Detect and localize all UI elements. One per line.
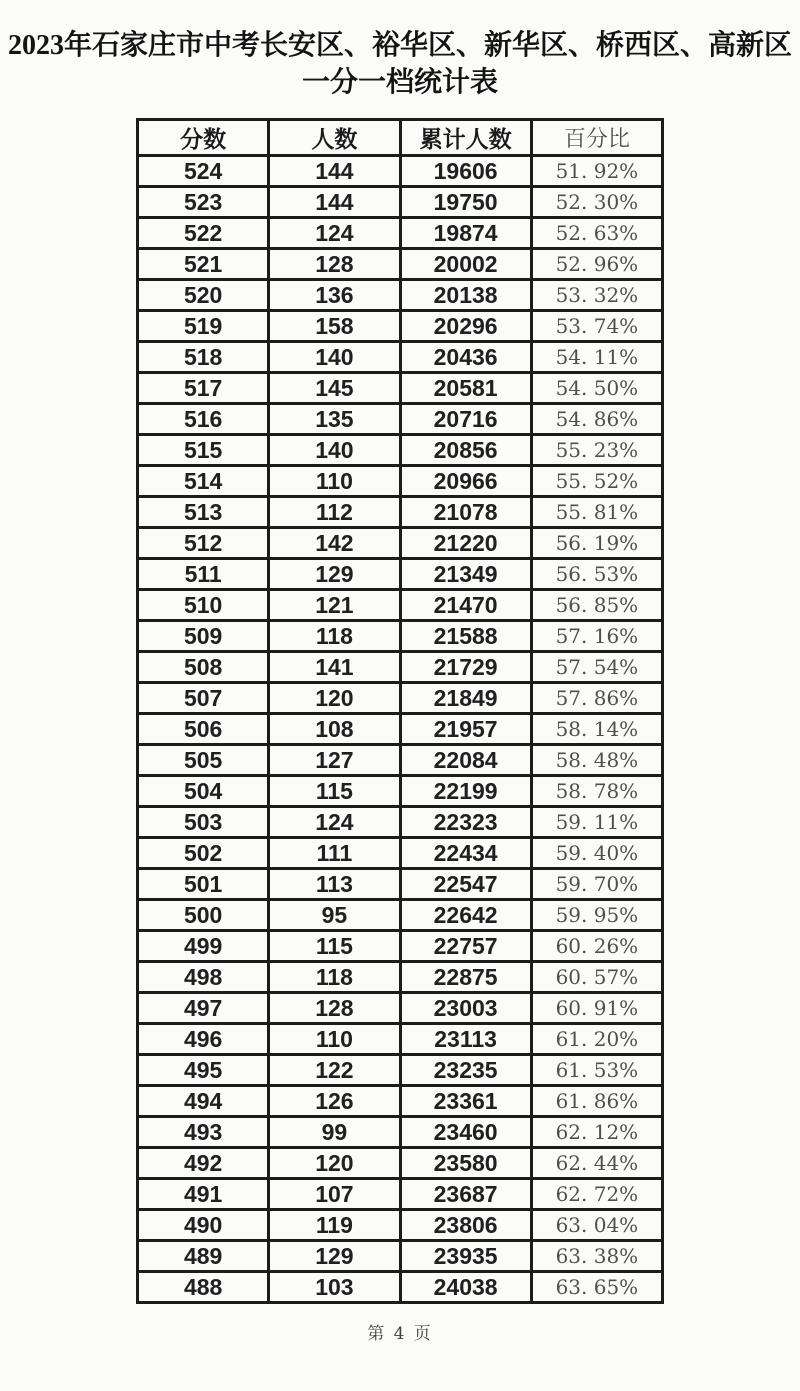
cell-count: 124 <box>269 218 400 249</box>
cell-count: 119 <box>269 1210 400 1241</box>
cell-score: 517 <box>138 373 269 404</box>
table-row <box>138 311 663 342</box>
header-percentage: 百分比 <box>531 120 662 156</box>
cell-percentage: 61. 20% <box>531 1024 662 1055</box>
cell-score: 492 <box>138 1148 269 1179</box>
cell-score: 504 <box>138 776 269 807</box>
cell-count: 115 <box>269 931 400 962</box>
cell-count: 128 <box>269 993 400 1024</box>
cell-percentage: 60. 26% <box>531 931 662 962</box>
cell-score: 500 <box>138 900 269 931</box>
cell-score: 515 <box>138 435 269 466</box>
cell-percentage: 61. 86% <box>531 1086 662 1117</box>
cell-score: 518 <box>138 342 269 373</box>
cell-percentage: 52. 63% <box>531 218 662 249</box>
cell-count: 144 <box>269 156 400 187</box>
table-header-row <box>138 120 663 156</box>
cell-cumulative-count: 21470 <box>400 590 531 621</box>
table-row <box>138 1210 663 1241</box>
cell-cumulative-count: 20138 <box>400 280 531 311</box>
table-row <box>138 249 663 280</box>
cell-cumulative-count: 23460 <box>400 1117 531 1148</box>
cell-cumulative-count: 21849 <box>400 683 531 714</box>
cell-count: 136 <box>269 280 400 311</box>
table-row <box>138 1148 663 1179</box>
cell-count: 112 <box>269 497 400 528</box>
table-row <box>138 404 663 435</box>
cell-percentage: 57. 86% <box>531 683 662 714</box>
cell-score: 493 <box>138 1117 269 1148</box>
cell-cumulative-count: 22084 <box>400 745 531 776</box>
title-line-2: 一分一档统计表 <box>301 67 498 98</box>
cell-count: 129 <box>269 559 400 590</box>
header-cumulative-count: 累计人数 <box>400 120 531 156</box>
cell-count: 158 <box>269 311 400 342</box>
cell-score: 494 <box>138 1086 269 1117</box>
cell-percentage: 56. 19% <box>531 528 662 559</box>
cell-cumulative-count: 19606 <box>400 156 531 187</box>
title-line-1: 2023年石家庄市中考长安区、裕华区、新华区、桥西区、高新区 <box>7 30 792 61</box>
cell-cumulative-count: 21729 <box>400 652 531 683</box>
cell-count: 144 <box>269 187 400 218</box>
cell-percentage: 59. 70% <box>531 869 662 900</box>
table-row <box>138 745 663 776</box>
cell-cumulative-count: 23687 <box>400 1179 531 1210</box>
cell-count: 126 <box>269 1086 400 1117</box>
cell-count: 113 <box>269 869 400 900</box>
cell-percentage: 60. 57% <box>531 962 662 993</box>
table-row <box>138 869 663 900</box>
table-row <box>138 714 663 745</box>
table-row <box>138 1272 663 1303</box>
table-row <box>138 187 663 218</box>
cell-count: 127 <box>269 745 400 776</box>
cell-count: 118 <box>269 621 400 652</box>
cell-cumulative-count: 23935 <box>400 1241 531 1272</box>
table-row <box>138 838 663 869</box>
cell-percentage: 54. 86% <box>531 404 662 435</box>
header-count: 人数 <box>269 120 400 156</box>
cell-cumulative-count: 20436 <box>400 342 531 373</box>
cell-cumulative-count: 21957 <box>400 714 531 745</box>
table-row <box>138 900 663 931</box>
cell-count: 140 <box>269 435 400 466</box>
cell-percentage: 54. 50% <box>531 373 662 404</box>
cell-percentage: 56. 85% <box>531 590 662 621</box>
cell-count: 124 <box>269 807 400 838</box>
table-row <box>138 962 663 993</box>
cell-count: 142 <box>269 528 400 559</box>
score-distribution-table <box>136 118 664 1304</box>
cell-cumulative-count: 24038 <box>400 1272 531 1303</box>
cell-percentage: 57. 16% <box>531 621 662 652</box>
cell-percentage: 55. 81% <box>531 497 662 528</box>
table-row <box>138 1055 663 1086</box>
cell-cumulative-count: 23361 <box>400 1086 531 1117</box>
cell-count: 118 <box>269 962 400 993</box>
cell-score: 519 <box>138 311 269 342</box>
cell-score: 523 <box>138 187 269 218</box>
cell-count: 141 <box>269 652 400 683</box>
table-row <box>138 590 663 621</box>
table-row <box>138 807 663 838</box>
cell-score: 508 <box>138 652 269 683</box>
cell-cumulative-count: 21220 <box>400 528 531 559</box>
cell-percentage: 58. 14% <box>531 714 662 745</box>
page-number: 第 4 页 <box>367 1324 433 1344</box>
cell-percentage: 54. 11% <box>531 342 662 373</box>
cell-cumulative-count: 23003 <box>400 993 531 1024</box>
cell-score: 495 <box>138 1055 269 1086</box>
table-row <box>138 993 663 1024</box>
cell-percentage: 59. 95% <box>531 900 662 931</box>
cell-count: 115 <box>269 776 400 807</box>
cell-score: 522 <box>138 218 269 249</box>
cell-percentage: 59. 40% <box>531 838 662 869</box>
cell-score: 516 <box>138 404 269 435</box>
cell-count: 129 <box>269 1241 400 1272</box>
table-row <box>138 1024 663 1055</box>
cell-count: 110 <box>269 1024 400 1055</box>
cell-cumulative-count: 23235 <box>400 1055 531 1086</box>
cell-cumulative-count: 22757 <box>400 931 531 962</box>
cell-score: 499 <box>138 931 269 962</box>
cell-score: 524 <box>138 156 269 187</box>
table-row <box>138 466 663 497</box>
table-row <box>138 1179 663 1210</box>
cell-cumulative-count: 23580 <box>400 1148 531 1179</box>
cell-count: 95 <box>269 900 400 931</box>
cell-cumulative-count: 22323 <box>400 807 531 838</box>
cell-cumulative-count: 22199 <box>400 776 531 807</box>
cell-cumulative-count: 20581 <box>400 373 531 404</box>
cell-cumulative-count: 22642 <box>400 900 531 931</box>
cell-score: 514 <box>138 466 269 497</box>
table-row <box>138 1117 663 1148</box>
table-row <box>138 156 663 187</box>
cell-count: 121 <box>269 590 400 621</box>
cell-score: 497 <box>138 993 269 1024</box>
cell-cumulative-count: 21349 <box>400 559 531 590</box>
cell-count: 111 <box>269 838 400 869</box>
cell-percentage: 52. 30% <box>531 187 662 218</box>
cell-score: 512 <box>138 528 269 559</box>
table-row <box>138 342 663 373</box>
cell-count: 120 <box>269 1148 400 1179</box>
cell-count: 140 <box>269 342 400 373</box>
cell-percentage: 61. 53% <box>531 1055 662 1086</box>
cell-count: 120 <box>269 683 400 714</box>
cell-cumulative-count: 20716 <box>400 404 531 435</box>
cell-score: 501 <box>138 869 269 900</box>
table-row <box>138 497 663 528</box>
cell-count: 108 <box>269 714 400 745</box>
cell-percentage: 62. 72% <box>531 1179 662 1210</box>
cell-score: 496 <box>138 1024 269 1055</box>
cell-score: 505 <box>138 745 269 776</box>
cell-percentage: 51. 92% <box>531 156 662 187</box>
cell-percentage: 58. 78% <box>531 776 662 807</box>
cell-score: 498 <box>138 962 269 993</box>
cell-score: 502 <box>138 838 269 869</box>
cell-cumulative-count: 22434 <box>400 838 531 869</box>
cell-cumulative-count: 22875 <box>400 962 531 993</box>
cell-percentage: 55. 52% <box>531 466 662 497</box>
cell-count: 135 <box>269 404 400 435</box>
cell-score: 491 <box>138 1179 269 1210</box>
cell-percentage: 63. 38% <box>531 1241 662 1272</box>
cell-cumulative-count: 20296 <box>400 311 531 342</box>
cell-count: 107 <box>269 1179 400 1210</box>
cell-count: 103 <box>269 1272 400 1303</box>
cell-percentage: 55. 23% <box>531 435 662 466</box>
table-row <box>138 528 663 559</box>
cell-score: 511 <box>138 559 269 590</box>
table-row <box>138 931 663 962</box>
cell-percentage: 58. 48% <box>531 745 662 776</box>
page-title <box>0 0 800 101</box>
cell-percentage: 60. 91% <box>531 993 662 1024</box>
cell-cumulative-count: 20966 <box>400 466 531 497</box>
header-score: 分数 <box>138 120 269 156</box>
cell-score: 490 <box>138 1210 269 1241</box>
cell-score: 507 <box>138 683 269 714</box>
table-row <box>138 652 663 683</box>
cell-score: 509 <box>138 621 269 652</box>
cell-count: 128 <box>269 249 400 280</box>
cell-percentage: 62. 44% <box>531 1148 662 1179</box>
cell-cumulative-count: 20002 <box>400 249 531 280</box>
cell-score: 489 <box>138 1241 269 1272</box>
cell-score: 520 <box>138 280 269 311</box>
cell-percentage: 62. 12% <box>531 1117 662 1148</box>
table-row <box>138 435 663 466</box>
cell-percentage: 57. 54% <box>531 652 662 683</box>
cell-score: 513 <box>138 497 269 528</box>
table-row <box>138 621 663 652</box>
cell-cumulative-count: 23806 <box>400 1210 531 1241</box>
cell-cumulative-count: 22547 <box>400 869 531 900</box>
cell-score: 503 <box>138 807 269 838</box>
cell-cumulative-count: 21078 <box>400 497 531 528</box>
cell-score: 488 <box>138 1272 269 1303</box>
cell-cumulative-count: 23113 <box>400 1024 531 1055</box>
cell-percentage: 63. 65% <box>531 1272 662 1303</box>
cell-cumulative-count: 20856 <box>400 435 531 466</box>
cell-score: 506 <box>138 714 269 745</box>
cell-count: 122 <box>269 1055 400 1086</box>
table-row <box>138 373 663 404</box>
table-row <box>138 1086 663 1117</box>
cell-score: 510 <box>138 590 269 621</box>
table-row <box>138 280 663 311</box>
cell-percentage: 59. 11% <box>531 807 662 838</box>
cell-cumulative-count: 19750 <box>400 187 531 218</box>
cell-percentage: 53. 74% <box>531 311 662 342</box>
cell-count: 145 <box>269 373 400 404</box>
cell-score: 521 <box>138 249 269 280</box>
table-row <box>138 218 663 249</box>
cell-cumulative-count: 19874 <box>400 218 531 249</box>
cell-percentage: 56. 53% <box>531 559 662 590</box>
table-row <box>138 559 663 590</box>
cell-percentage: 52. 96% <box>531 249 662 280</box>
cell-count: 99 <box>269 1117 400 1148</box>
table-row <box>138 683 663 714</box>
cell-percentage: 63. 04% <box>531 1210 662 1241</box>
cell-percentage: 53. 32% <box>531 280 662 311</box>
table-row <box>138 1241 663 1272</box>
cell-cumulative-count: 21588 <box>400 621 531 652</box>
table-row <box>138 776 663 807</box>
cell-count: 110 <box>269 466 400 497</box>
